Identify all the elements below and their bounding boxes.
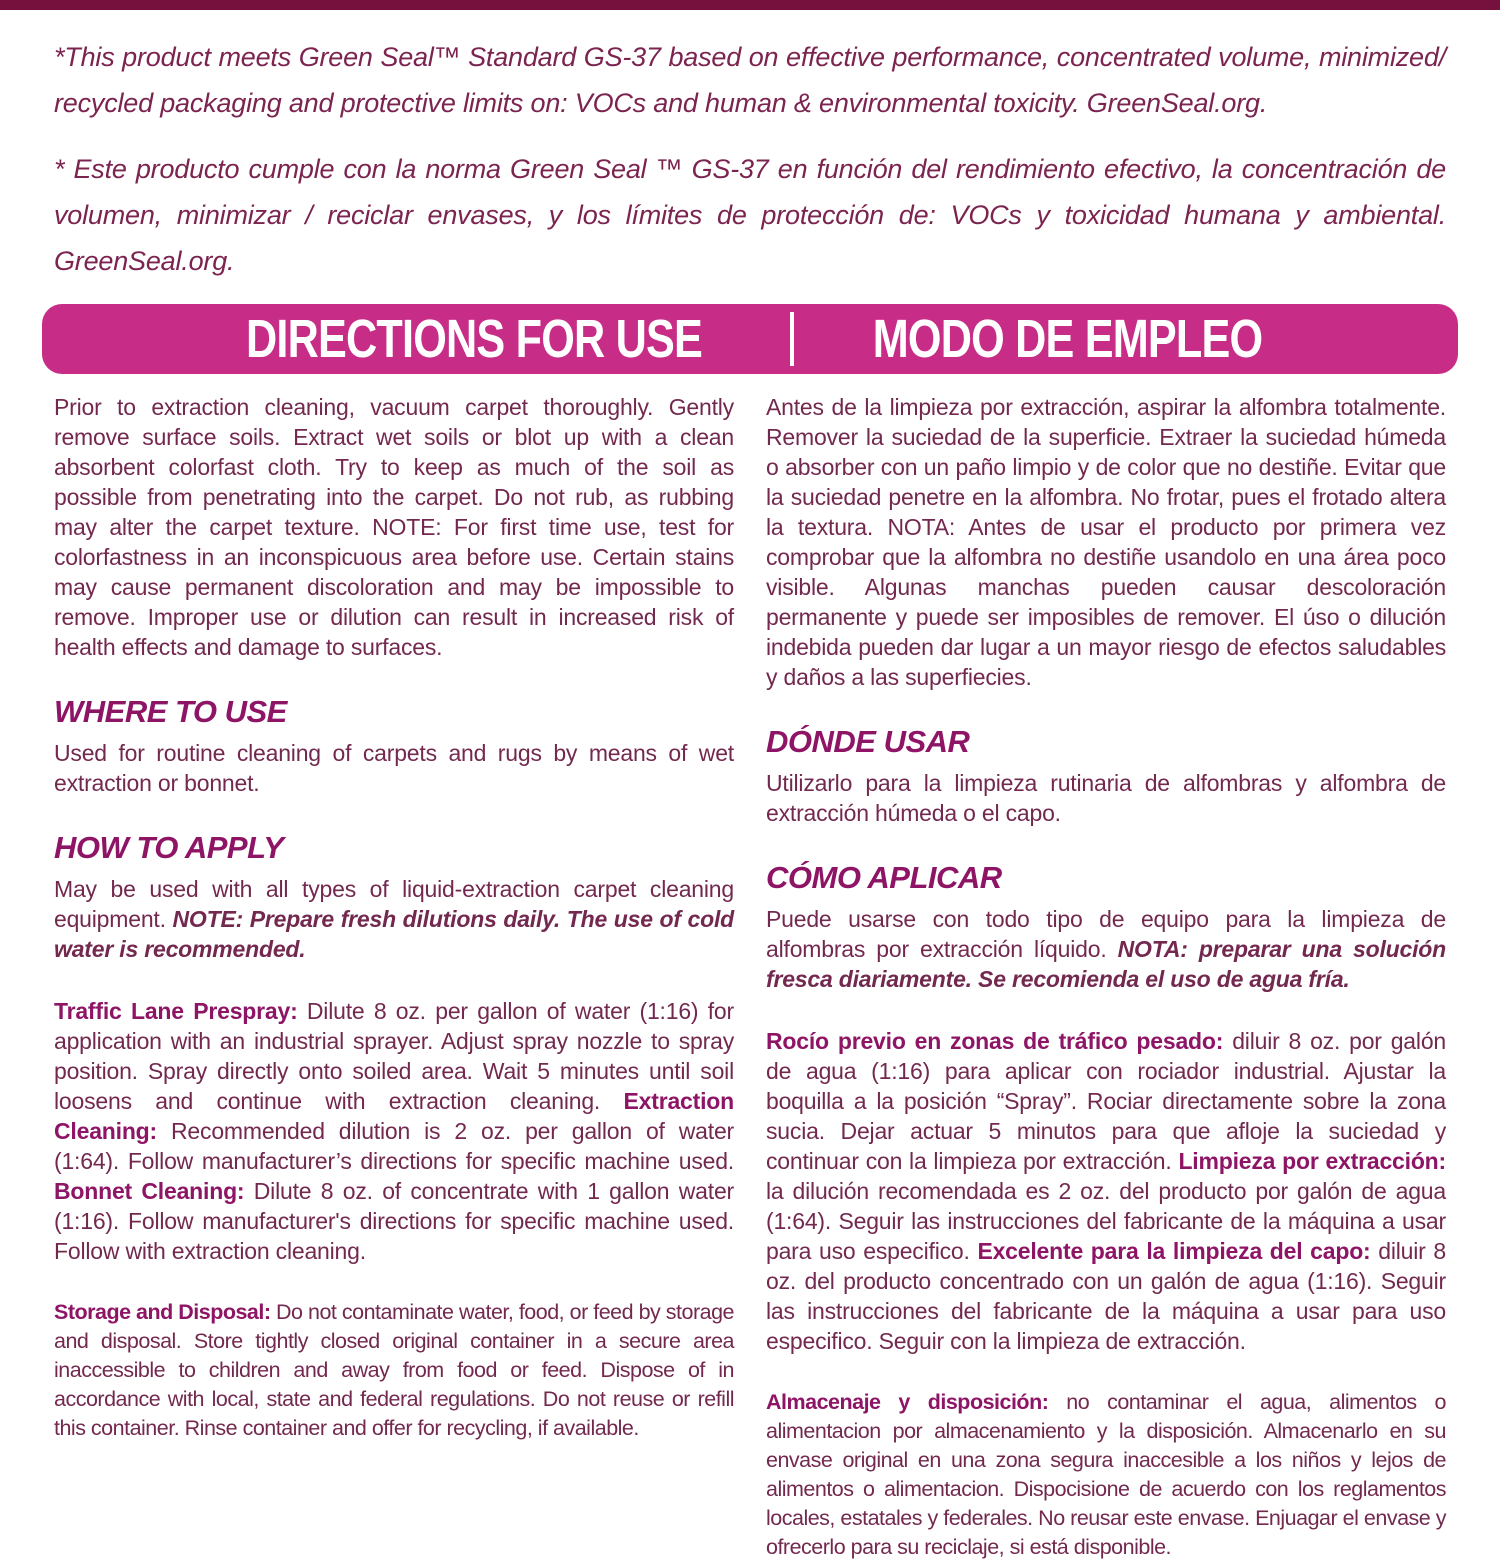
directions-for-use-banner	[42, 304, 1458, 374]
banner-title-english: DIRECTIONS FOR USE	[246, 309, 703, 369]
how-to-apply-text	[54, 874, 734, 964]
donde-usar-text: Utilizarlo para la limpieza rutinaria de alfombras y alfombra de extracción húmeda o el capo.	[766, 770, 1446, 826]
text-run: Excelente para la limpieza del capo:	[977, 1238, 1379, 1264]
text-run: NOTE: Prepare fresh dilutions daily. The use of cold water is recommended.	[54, 906, 734, 962]
text-run: Bonnet Cleaning:	[54, 1178, 254, 1204]
column-english	[54, 392, 734, 1562]
text-run: Puede usarse con todo tipo de equipo para la limpieza de alfombras por extracción líquido.	[766, 906, 1446, 962]
green-seal-statement-en: *This product meets Green Seal™ Standard GS-37 based on effective performance, concentrated volume, minimized/ recycled packaging and protective limits on: VOCs and human & environmental toxicity. GreenSeal.org.	[54, 42, 1446, 118]
green-seal-statements	[0, 10, 1500, 284]
application-directions-en	[54, 996, 734, 1266]
heading-como-aplicar: CÓMO APLICAR	[766, 860, 1002, 895]
text-run: Limpieza por extracción:	[1178, 1148, 1446, 1174]
intro-paragraph-en: Prior to extraction cleaning, vacuum carpet thoroughly. Gently remove surface soils. Extract wet soils or blot up with a clean absorbent colorfast cloth. Try to keep as much of the soil as possible from penetrating into the carpet. Do not rub, as rubbing may alter the carpet texture. NOTE: For first time use, test for colorfastness in an inconspicuous area before use. Certain stains may cause permanent discoloration and may be impossible to remove. Improper use or dilution can result in increased risk of health effects and damage to surfaces.	[54, 394, 734, 660]
text-run: Dilute 8 oz. per gallon of water (1:16) for application with an industrial sprayer. Adjust spray nozzle to spray position. Spray directly onto soiled area. Wait 5 minutes until soil loosens and continue with extraction cleaning.	[54, 998, 734, 1114]
where-to-use-text: Used for routine cleaning of carpets and rugs by means of wet extraction or bonnet.	[54, 740, 734, 796]
text-run: Recommended dilution is 2 oz. per gallon of water (1:64). Follow manufacturer’s directions for specific machine used.	[54, 1118, 735, 1174]
text-run: Dilute 8 oz. of concentrate with 1 gallon water (1:16). Follow manufacturer's directions for specific machine used. Follow with extraction cleaning.	[54, 1178, 734, 1264]
application-directions-es	[766, 1026, 1446, 1356]
text-run: Do not contaminate water, food, or feed by storage and disposal. Store tightly closed original container in a secure area inaccessible to children and away from food or feed. Dispose of in accordance with local, state and federal regulations. Do not reuse or refill this container. Rinse container and offer for recycling, if available.	[54, 1300, 734, 1440]
top-border-bar	[0, 0, 1500, 10]
storage-and-disposal-en	[54, 1298, 734, 1443]
text-run: Rocío previo en zonas de tráfico pesado:	[766, 1028, 1233, 1054]
banner-divider-bar	[790, 312, 794, 366]
green-seal-statement-es: * Este producto cumple con la norma Green Seal ™ GS-37 en función del rendimiento efectivo, la concentración de volumen, minimizar / reciclar envases, y los límites de protección de: VOCs y toxicidad humana y ambiental. GreenSeal.org.	[54, 154, 1446, 276]
text-run: Storage and Disposal:	[54, 1300, 277, 1324]
text-run: Almacenaje y disposición:	[766, 1390, 1067, 1414]
heading-where-to-use: WHERE TO USE	[54, 694, 287, 729]
intro-paragraph-es: Antes de la limpieza por extracción, aspirar la alfombra totalmente. Remover la suciedad de la superficie. Extraer la suciedad húmeda o absorber con un paño limpio y de color que no destiñe. Evitar que la suciedad penetre en la alfombra. No frotar, pues el frotado altera la textura. NOTA: Antes de usar el producto por primera vez comprobar que la alfombra no destiñe usandolo en una área poco visible. Algunas manchas pueden causar descoloración permanente y puede ser imposibles de remover. El úso o dilución indebida pueden dar lugar a un mayor riesgo de efectos saludables y daños a las superfiecies.	[766, 394, 1446, 690]
como-aplicar-text	[766, 904, 1446, 994]
text-run: May be used with all types of liquid-extraction carpet cleaning equipment.	[54, 876, 734, 932]
column-spanish	[766, 392, 1446, 1562]
heading-donde-usar: DÓNDE USAR	[766, 724, 970, 759]
text-run: diluir 8 oz. por galón de agua (1:16) para aplicar con rociador industrial. Ajustar la boquilla a la posición “Spray”. Rociar directamente sobre la zona sucia. Dejar actuar 5 minutos para que afloje la suciedad y continuar con la limpieza por extracción.	[766, 1028, 1446, 1174]
text-run: NOTA: preparar una solución fresca diariamente. Se recomienda el uso de agua fría.	[766, 936, 1446, 992]
text-run: la dilución recomendada es 2 oz. del producto por galón de agua (1:64). Seguir las instrucciones del fabricante de la máquina a usar para uso especifico.	[766, 1178, 1446, 1264]
text-run: Extraction Cleaning:	[54, 1088, 734, 1144]
directions-two-column-layout	[0, 392, 1500, 1562]
text-run: diluir 8 oz. del producto concentrado con un galón de agua (1:16). Seguir las instrucciones del fabricante de la máquina a usar para uso especifico. Seguir con la limpieza de extracción.	[766, 1238, 1446, 1354]
text-run: no contaminar el agua, alimentos o alimentacion por almacenamiento y la disposición. Almacenarlo en su envase original en una zona segura inaccesible a los niños y lejos de alimentos o alimentacion. Dispocisione de acuerdo con los reglamentos locales, estatales y federales. No reusar este envase. Enjuagar el envase y ofrecerlo para su reciclaje, si está disponible.	[766, 1390, 1446, 1559]
text-run: Traffic Lane Prespray:	[54, 998, 307, 1024]
banner-title-spanish: MODO DE EMPLEO	[872, 309, 1262, 369]
heading-how-to-apply: HOW TO APPLY	[54, 830, 284, 865]
almacenaje-disposicion-es	[766, 1388, 1446, 1562]
